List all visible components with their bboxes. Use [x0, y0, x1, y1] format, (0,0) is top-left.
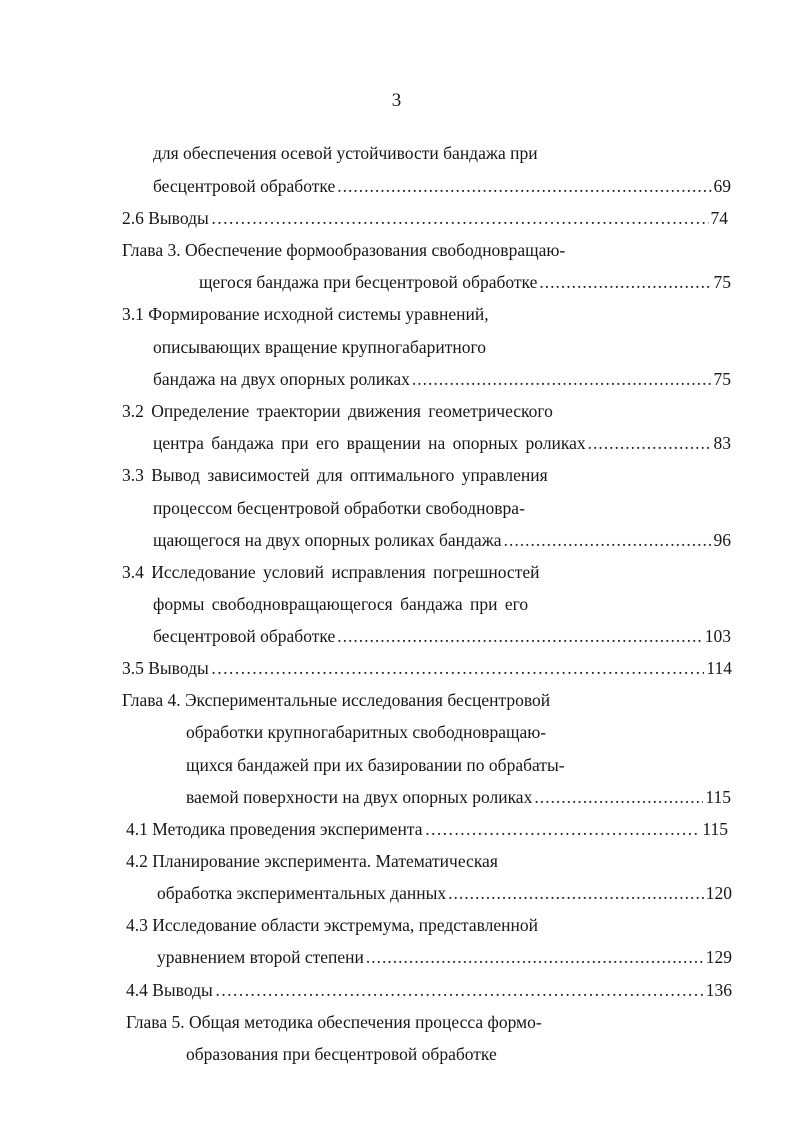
toc-entry-page: 120 — [705, 883, 732, 903]
toc-entry-title: обработка экспериментальных данных — [157, 883, 447, 903]
toc-entry — [157, 882, 732, 904]
dot-leader — [448, 882, 704, 904]
dot-leader — [412, 368, 712, 390]
toc-line: обработки крупногабаритных свободновращаю- — [186, 722, 547, 742]
toc-entry-page: 129 — [705, 947, 732, 967]
toc-entry — [122, 657, 732, 679]
toc-entry — [126, 979, 732, 1001]
toc-entry-page: 115 — [705, 787, 731, 807]
toc-entry — [153, 368, 731, 390]
toc-line: образования при бесцентровой обработке — [186, 1044, 497, 1064]
toc-line: 3.3 Вывод зависимостей для оптимального управления — [122, 465, 548, 485]
toc-entry — [153, 625, 731, 647]
toc-line: 3.4 Исследование условий исправления погрешностей — [122, 562, 540, 582]
toc-entry-title: центра бандажа при его вращении на опорных роликах — [153, 433, 586, 453]
toc-entry-title: 4.4 Выводы — [126, 980, 213, 1000]
toc-entry-title: 4.1 Методика проведения эксперимента — [126, 819, 423, 839]
toc-entry-title: уравнением второй степени — [157, 947, 364, 967]
toc-line: процессом бесцентровой обработки свободновра- — [153, 498, 525, 518]
toc-entry-title: бесцентровой обработке — [153, 176, 336, 196]
toc-entry — [186, 786, 731, 808]
dot-leader — [211, 657, 705, 679]
toc-line: 3.2 Определение траектории движения геометрического — [122, 401, 553, 421]
dot-leader — [337, 175, 711, 197]
toc-chapter-heading: Глава 4. Экспериментальные исследования бесцентровой — [122, 690, 551, 710]
toc-line: 3.1 Формирование исходной системы уравнений, — [122, 304, 489, 324]
dot-leader — [534, 786, 703, 808]
toc-entry — [126, 818, 728, 840]
dot-leader — [366, 946, 704, 968]
toc-line: 4.3 Исследование области экстремума, представленной — [126, 915, 539, 935]
toc-entry — [153, 175, 731, 197]
toc-entry-page: 115 — [702, 819, 728, 839]
toc-entry-title: щегося бандажа при бесцентровой обработке — [199, 272, 538, 292]
dot-leader — [424, 818, 700, 840]
toc-entry-title: 2.6 Выводы — [122, 208, 209, 228]
dot-leader — [539, 271, 711, 293]
toc-entry — [153, 432, 731, 454]
toc-entry-title: ваемой поверхности на двух опорных роликах — [186, 787, 533, 807]
toc-chapter-heading: Глава 5. Общая методика обеспечения процесса формо- — [126, 1012, 542, 1032]
dot-leader — [337, 625, 703, 647]
dot-leader — [215, 979, 704, 1001]
toc-line: для обеспечения осевой устойчивости бандажа при — [153, 143, 538, 163]
toc-entry-page: 136 — [705, 980, 732, 1000]
toc-line: описывающих вращение крупногабаритного — [153, 337, 486, 357]
toc-entry-page: 75 — [713, 272, 731, 292]
dot-leader — [504, 529, 712, 551]
toc-line: 4.2 Планирование эксперимента. Математическая — [126, 851, 498, 871]
toc-entry — [157, 946, 732, 968]
toc-entry-title: 3.5 Выводы — [122, 658, 209, 678]
toc-entry — [199, 271, 731, 293]
toc-entry-page: 75 — [713, 369, 731, 389]
toc-entry-page: 96 — [713, 530, 731, 550]
toc-entry-title: бесцентровой обработке — [153, 626, 336, 646]
toc-entry-page: 83 — [713, 433, 731, 453]
toc-entry-title: щающегося на двух опорных роликах бандажа — [153, 530, 502, 550]
dot-leader — [588, 432, 712, 454]
toc-chapter-heading: Глава 3. Обеспечение формообразования свободновращаю- — [122, 240, 566, 260]
toc-entry — [153, 529, 731, 551]
toc-line: формы свободновращающегося бандажа при его — [153, 594, 529, 614]
page-number: 3 — [391, 90, 402, 111]
toc-entry-title: бандажа на двух опорных роликах — [153, 369, 410, 389]
toc-entry-page: 74 — [710, 208, 728, 228]
toc-entry-page: 103 — [704, 626, 731, 646]
toc-entry — [122, 207, 728, 229]
toc-entry-page: 69 — [713, 176, 731, 196]
dot-leader — [211, 207, 709, 229]
toc-entry-page: 114 — [706, 658, 732, 678]
toc-line: щихся бандажей при их базировании по обрабаты- — [186, 755, 565, 775]
